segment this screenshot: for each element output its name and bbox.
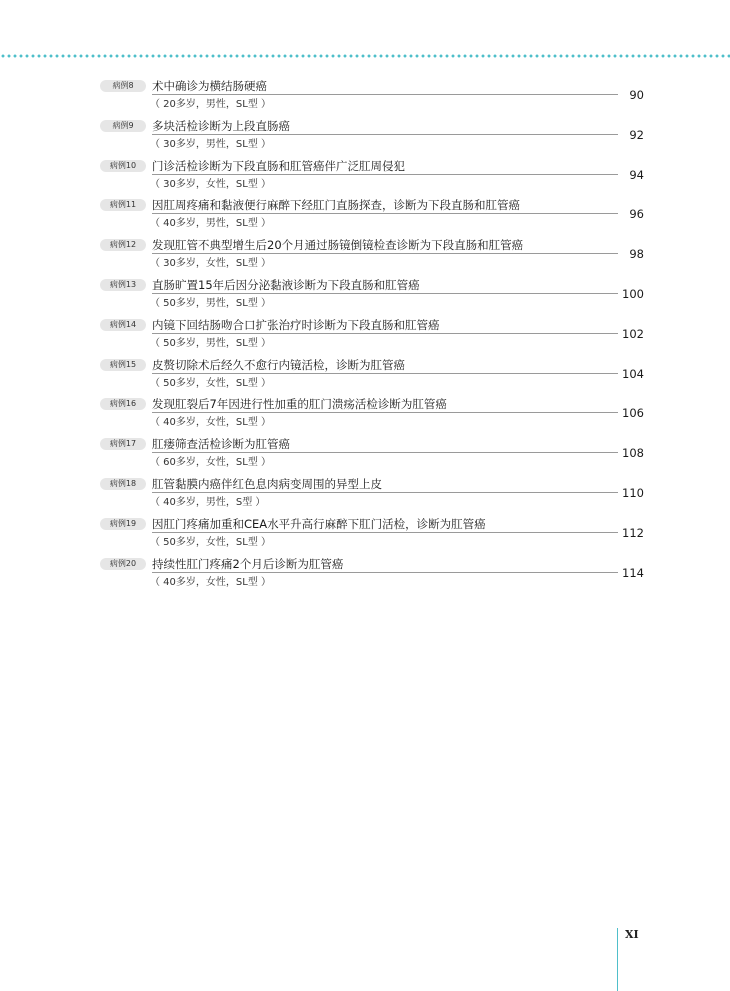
toc-entry[interactable] <box>100 518 648 558</box>
entry-title: 内镜下回结肠吻合口扩张治疗时诊断为下段直肠和肛管癌 <box>152 317 440 332</box>
page-number: 94 <box>629 167 644 182</box>
case-badge: 病例9 <box>100 120 146 132</box>
page-number: 100 <box>622 286 644 301</box>
entry-title: 持续性肛门疼痛2个月后诊断为肛管癌 <box>152 556 344 571</box>
entry-patient-info: （ 30多岁，女性，SL型 ） <box>150 178 272 190</box>
entry-patient-info: （ 40多岁，女性，SL型 ） <box>150 417 272 429</box>
page-number: 114 <box>622 565 644 580</box>
page-number: 104 <box>622 366 644 381</box>
page-number: 102 <box>622 326 644 341</box>
entry-patient-info: （ 20多岁，男性，SL型 ） <box>150 99 272 110</box>
entry-title: 发现肛管不典型增生后20个月通过肠镜倒镜检查诊断为下段直肠和肛管癌 <box>152 238 524 253</box>
toc-entry[interactable] <box>100 558 648 598</box>
case-badge: 病例14 <box>100 319 146 331</box>
entry-title: 术中确诊为横结肠硬癌 <box>152 79 267 93</box>
case-badge: 病例15 <box>100 359 146 371</box>
toc-entry[interactable] <box>100 80 648 120</box>
entry-title: 肛管黏膜内癌伴红色息肉病变周围的异型上皮 <box>152 476 382 491</box>
entry-patient-info: （ 40多岁，男性，SL型 ） <box>150 218 272 230</box>
case-badge: 病例11 <box>100 199 146 211</box>
entry-title: 因肛周疼痛和黏液便行麻醉下经肛门直肠探查，诊断为下段直肠和肛管癌 <box>152 198 520 213</box>
entry-patient-info: （ 30多岁，男性，SL型 ） <box>150 138 272 150</box>
case-badge: 病例8 <box>100 80 146 92</box>
case-badge: 病例20 <box>100 558 146 570</box>
table-of-contents <box>100 80 648 597</box>
entry-patient-info: （ 40多岁，女性，SL型 ） <box>150 576 272 588</box>
page-number: 92 <box>629 127 644 142</box>
page-number: 90 <box>629 88 644 102</box>
toc-entry[interactable] <box>100 438 648 478</box>
entry-patient-info: （ 50多岁，女性，SL型 ） <box>150 377 272 389</box>
page-number: 108 <box>622 446 644 461</box>
entry-title: 直肠旷置15年后因分泌黏液诊断为下段直肠和肛管癌 <box>152 277 420 292</box>
case-badge: 病例16 <box>100 398 146 410</box>
toc-entry[interactable] <box>100 160 648 200</box>
case-badge: 病例17 <box>100 438 146 450</box>
page-number: 106 <box>622 406 644 421</box>
case-badge: 病例10 <box>100 160 146 172</box>
entry-patient-info: （ 50多岁，女性，SL型 ） <box>150 536 272 548</box>
entry-title: 肛瘘筛查活检诊断为肛管癌 <box>152 437 290 452</box>
toc-entry[interactable] <box>100 398 648 438</box>
entry-title: 因肛门疼痛加重和CEA水平升高行麻醉下肛门活检，诊断为肛管癌 <box>152 516 486 531</box>
entry-patient-info: （ 50多岁，男性，SL型 ） <box>150 297 272 309</box>
entry-patient-info: （ 50多岁，男性，SL型 ） <box>150 337 272 349</box>
case-badge: 病例13 <box>100 279 146 291</box>
page-number: 112 <box>622 525 644 540</box>
folio-divider <box>617 928 618 991</box>
toc-entry[interactable] <box>100 279 648 319</box>
entry-title: 门诊活检诊断为下段直肠和肛管癌伴广泛肛周侵犯 <box>152 158 405 173</box>
entry-patient-info: （ 60多岁，女性，SL型 ） <box>150 457 272 469</box>
entry-patient-info: （ 30多岁，女性，SL型 ） <box>150 258 272 270</box>
page-number: 110 <box>622 485 644 500</box>
toc-entry[interactable] <box>100 359 648 399</box>
toc-entry[interactable] <box>100 319 648 359</box>
top-dotted-border <box>0 54 730 58</box>
page-number: 98 <box>629 247 644 262</box>
entry-patient-info: （ 40多岁，男性，S型 ） <box>150 496 266 508</box>
case-badge: 病例12 <box>100 239 146 251</box>
page-number: 96 <box>629 207 644 222</box>
folio-page-number: XI <box>625 928 639 941</box>
toc-entry[interactable] <box>100 199 648 239</box>
entry-title: 多块活检诊断为上段直肠癌 <box>152 118 290 133</box>
toc-entry[interactable] <box>100 120 648 160</box>
toc-entry[interactable] <box>100 239 648 279</box>
entry-title: 发现肛裂后7年因进行性加重的肛门溃疡活检诊断为肛管癌 <box>152 397 447 412</box>
case-badge: 病例18 <box>100 478 146 490</box>
case-badge: 病例19 <box>100 518 146 530</box>
toc-entry[interactable] <box>100 478 648 518</box>
entry-title: 皮赘切除术后经久不愈行内镜活检，诊断为肛管癌 <box>152 357 405 372</box>
